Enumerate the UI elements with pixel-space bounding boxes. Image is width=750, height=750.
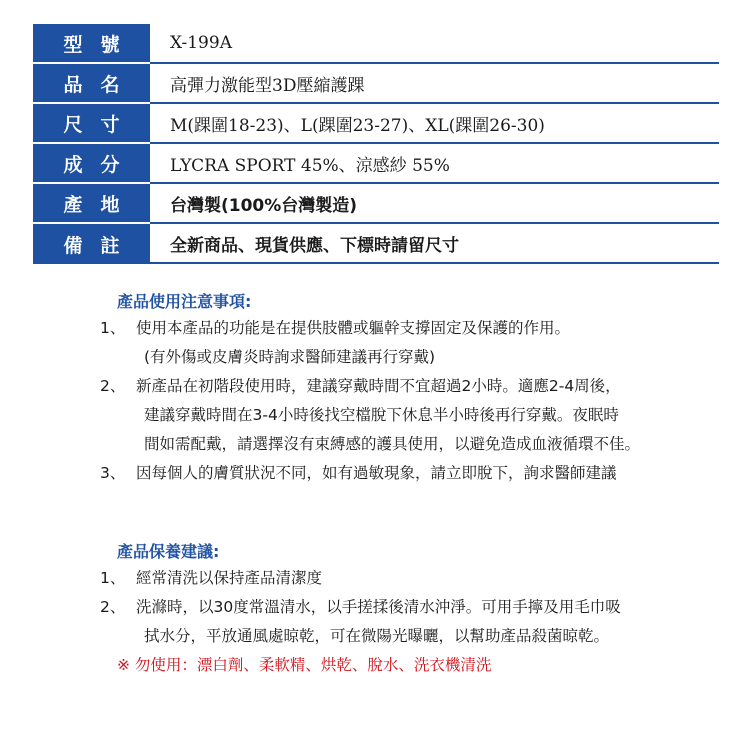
item-text: 經常清洗以保持產品清潔度 [136,569,323,587]
spec-label: 備註 [33,224,150,264]
spec-value: X-199A [150,24,719,64]
list-item [100,314,720,343]
item-text: 洗滌時，以30度常溫清水，以手搓揉後清水沖淨。可用手擰及用毛巾吸 [136,598,621,616]
item-text-continued: (有外傷或皮膚炎時詢求醫師建議再行穿戴) [144,348,436,366]
spec-value: LYCRA SPORT 45%、涼感紗 55% [150,144,719,184]
spec-label: 成分 [33,144,150,184]
list-item [100,593,720,622]
warning-note: ※ 勿使用：漂白劑、柔軟精、烘乾、脫水、洗衣機清洗 [117,656,492,674]
item-number: 2、 [100,377,126,395]
spec-label: 產地 [33,184,150,224]
spec-row-model [33,24,719,64]
item-number: 2、 [100,598,126,616]
spec-label: 型號 [33,24,150,64]
spec-value: M(踝圍18-23)、L(踝圍23-27)、XL(踝圍26-30) [150,104,719,144]
item-text: 新產品在初階段使用時，建議穿戴時間不宜超過2小時。適應2-4周後， [136,377,621,395]
spec-row-material [33,144,719,184]
item-text-continued: 拭水分，平放通風處晾乾，可在微陽光曝曬，以幫助產品殺菌晾乾。 [144,627,610,645]
item-text: 因每個人的膚質狀況不同，如有過敏現象，請立即脫下，詢求醫師建議 [136,464,617,482]
list-item [100,459,720,488]
spec-label: 尺寸 [33,104,150,144]
item-text: 使用本產品的功能是在提供肢體或軀幹支撐固定及保護的作用。 [136,319,571,337]
spec-row-remark [33,224,719,264]
item-text-continued: 建議穿戴時間在3-4小時後找空檔脫下休息半小時後再行穿戴。夜眠時 [144,406,619,424]
item-number: 3、 [100,464,126,482]
spec-value: 台灣製(100%台灣製造) [150,184,719,224]
spec-row-size [33,104,719,144]
spec-row-origin [33,184,719,224]
usage-notes-section [100,290,720,488]
section-title: 產品使用注意事項: [117,292,252,311]
spec-value: 高彈力激能型3D壓縮護踝 [150,64,719,104]
item-number: 1、 [100,569,126,587]
item-number: 1、 [100,319,126,337]
section-title: 產品保養建議: [117,542,220,561]
list-item [100,372,720,401]
item-text-continued: 間如需配戴，請選擇沒有束縛感的護具使用，以避免造成血液循環不佳。 [144,435,641,453]
spec-table [33,24,719,264]
spec-label: 品名 [33,64,150,104]
spec-value: 全新商品、現貨供應、下標時請留尺寸 [150,224,719,264]
care-tips-section [100,540,720,680]
list-item [100,564,720,593]
spec-row-name [33,64,719,104]
